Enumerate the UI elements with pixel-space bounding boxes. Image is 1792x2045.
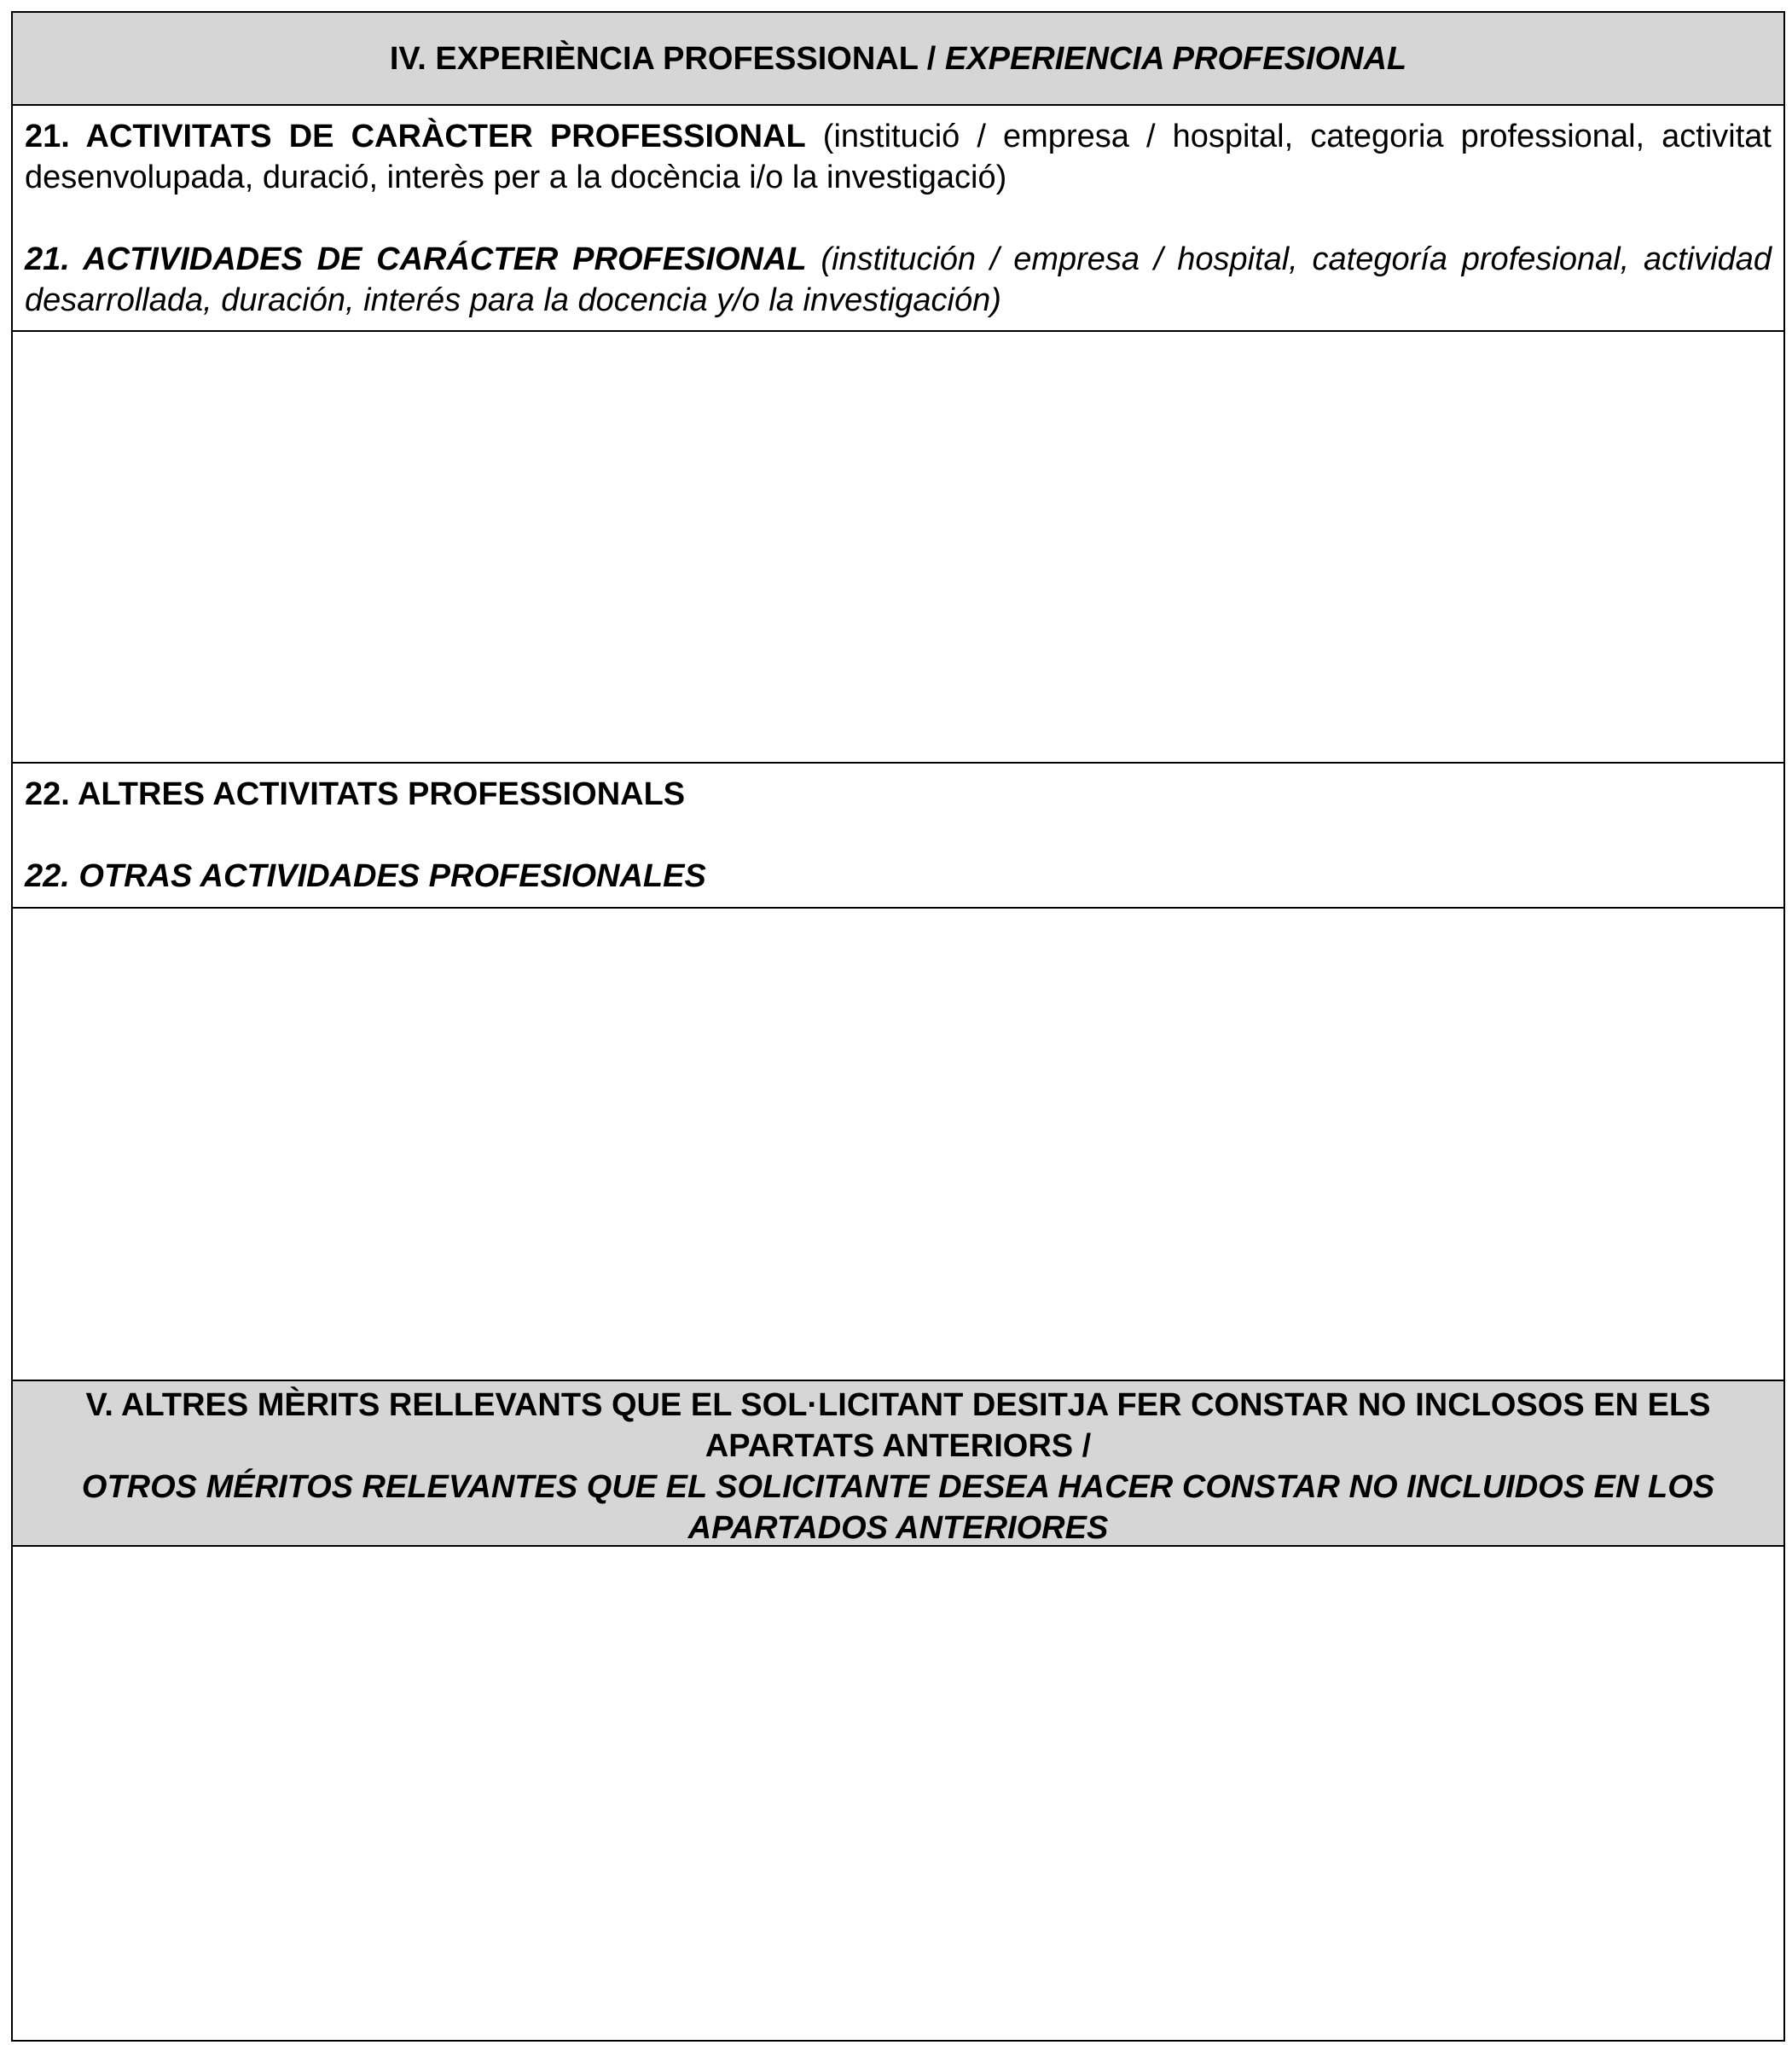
item-21-ca-title: 21. ACTIVITATS DE CARÀCTER PROFESSIONAL [25,119,806,154]
item-21-answer-area[interactable] [13,332,1783,764]
item-21-label [13,106,1783,332]
item-21-catalan [25,116,1772,198]
item-21-es-title: 21. ACTIVIDADES DE CARÁCTER PROFESIONAL [25,241,807,277]
item-22-answer-area[interactable] [13,909,1783,1381]
item-22-es-title: 22. OTRAS ACTIVIDADES PROFESIONALES [25,858,706,894]
item-21-spanish [25,239,1772,321]
section-v-answer-area[interactable] [13,1547,1783,2040]
section-iv-title-ca: IV. EXPERIÈNCIA PROFESSIONAL / [389,41,945,77]
section-iv-header [13,13,1783,106]
section-v-title-es: OTROS MÉRITOS RELEVANTES QUE EL SOLICITANTE DESEA HACER CONSTAR NO INCLUIDOS EN LOS APARTADOS ANTERIORES [81,1469,1715,1546]
item-22-label [13,764,1783,909]
item-21-es-desc: (institución / empresa / hospital, categoría profesional, actividad desarrollada, duración, interés para la docencia y/o la investigación) [25,241,1772,318]
item-22-ca-title: 22. ALTRES ACTIVITATS PROFESSIONALS [25,776,686,812]
section-v-title-ca: V. ALTRES MÈRITS RELLEVANTS QUE EL SOL·LICITANT DESITJA FER CONSTAR NO INCLOSOS EN ELS APARTATS ANTERIORS / [85,1387,1711,1464]
application-form-table [11,11,1785,2042]
section-iv-title-es: EXPERIENCIA PROFESIONAL [944,41,1407,77]
section-v-header [13,1381,1783,1547]
item-21-ca-desc: (institució / empresa / hospital, categoria professional, activitat desenvolupada, duració, interès per a la docència i/o la investigació) [25,119,1772,195]
